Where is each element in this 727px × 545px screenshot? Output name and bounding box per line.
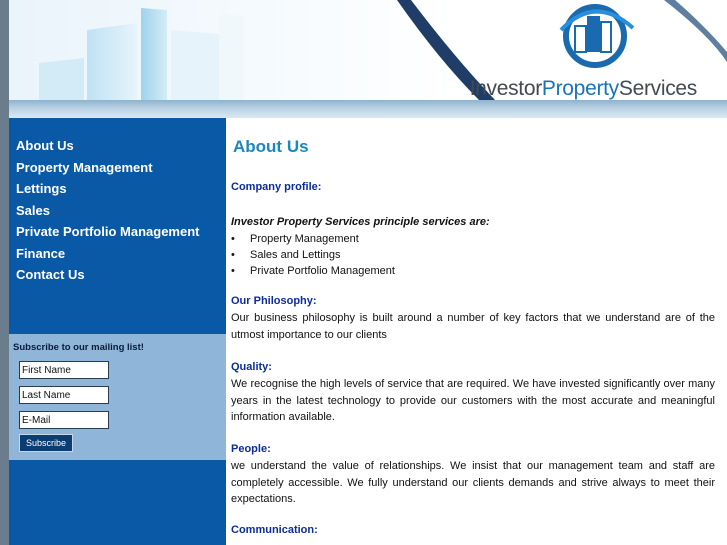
header-banner xyxy=(9,0,727,100)
quality-heading: Quality: xyxy=(231,361,272,373)
logo-wordmark xyxy=(470,77,697,100)
nav-item-contact-us[interactable]: Contact Us xyxy=(16,267,85,282)
main-content xyxy=(231,118,715,545)
mailing-list-title: Subscribe to our mailing list! xyxy=(13,342,144,353)
services-intro: Investor Property Services principle services are: xyxy=(231,216,490,228)
list-item xyxy=(231,263,395,279)
service-name: Property Management xyxy=(250,233,359,245)
list-item xyxy=(231,247,395,263)
logo-word-property: Property xyxy=(541,77,619,100)
nav-item-sales[interactable]: Sales xyxy=(16,202,50,218)
services-list xyxy=(231,231,395,279)
nav-item-private-portfolio-management[interactable]: Private Portfolio Management xyxy=(16,224,200,239)
last-name-input[interactable] xyxy=(19,386,109,404)
nav-item-property-management[interactable]: Property Management xyxy=(16,159,153,175)
bullet-icon: • xyxy=(231,265,235,277)
people-text: we understand the value of relationships. We insist that our management team and staff are completely accessible. We fully understand our clients demands and strive always to meet their expectations. xyxy=(231,460,715,505)
communication-heading: Communication: xyxy=(231,524,318,536)
nav-item-lettings[interactable]: Lettings xyxy=(16,181,67,196)
people-heading: People: xyxy=(231,443,271,455)
philosophy-heading: Our Philosophy: xyxy=(231,295,317,307)
left-edge xyxy=(0,0,9,545)
bullet-icon: • xyxy=(231,249,235,261)
list-item xyxy=(231,231,395,247)
mailing-list-box xyxy=(9,334,226,460)
header-band xyxy=(9,100,727,118)
first-name-input[interactable] xyxy=(19,361,109,379)
service-name: Private Portfolio Management xyxy=(250,265,395,277)
nav-item-finance[interactable]: Finance xyxy=(16,245,66,261)
logo-word-services: Services xyxy=(618,77,697,100)
philosophy-text: Our business philosophy is built around a number of key factors that we understand are of the utmost importance to our clients xyxy=(231,312,715,341)
bullet-icon: • xyxy=(231,233,235,245)
quality-text: We recognise the high levels of service that are required. We have invested significantly over many years in the latest technology to provide our customers with the most accurate and meaningful information available. xyxy=(231,378,715,423)
sidebar xyxy=(9,118,226,545)
company-profile-heading: Company profile: xyxy=(231,181,322,193)
service-name: Sales and Lettings xyxy=(250,249,341,261)
page-title: About Us xyxy=(233,137,309,156)
nav-item-about-us[interactable]: About Us xyxy=(16,138,74,153)
subscribe-button[interactable]: Subscribe xyxy=(19,434,73,452)
email-input[interactable] xyxy=(19,411,109,429)
logo-icon xyxy=(561,7,633,65)
logo-word-investor: Investor xyxy=(469,77,542,100)
sidebar-nav xyxy=(16,138,199,289)
